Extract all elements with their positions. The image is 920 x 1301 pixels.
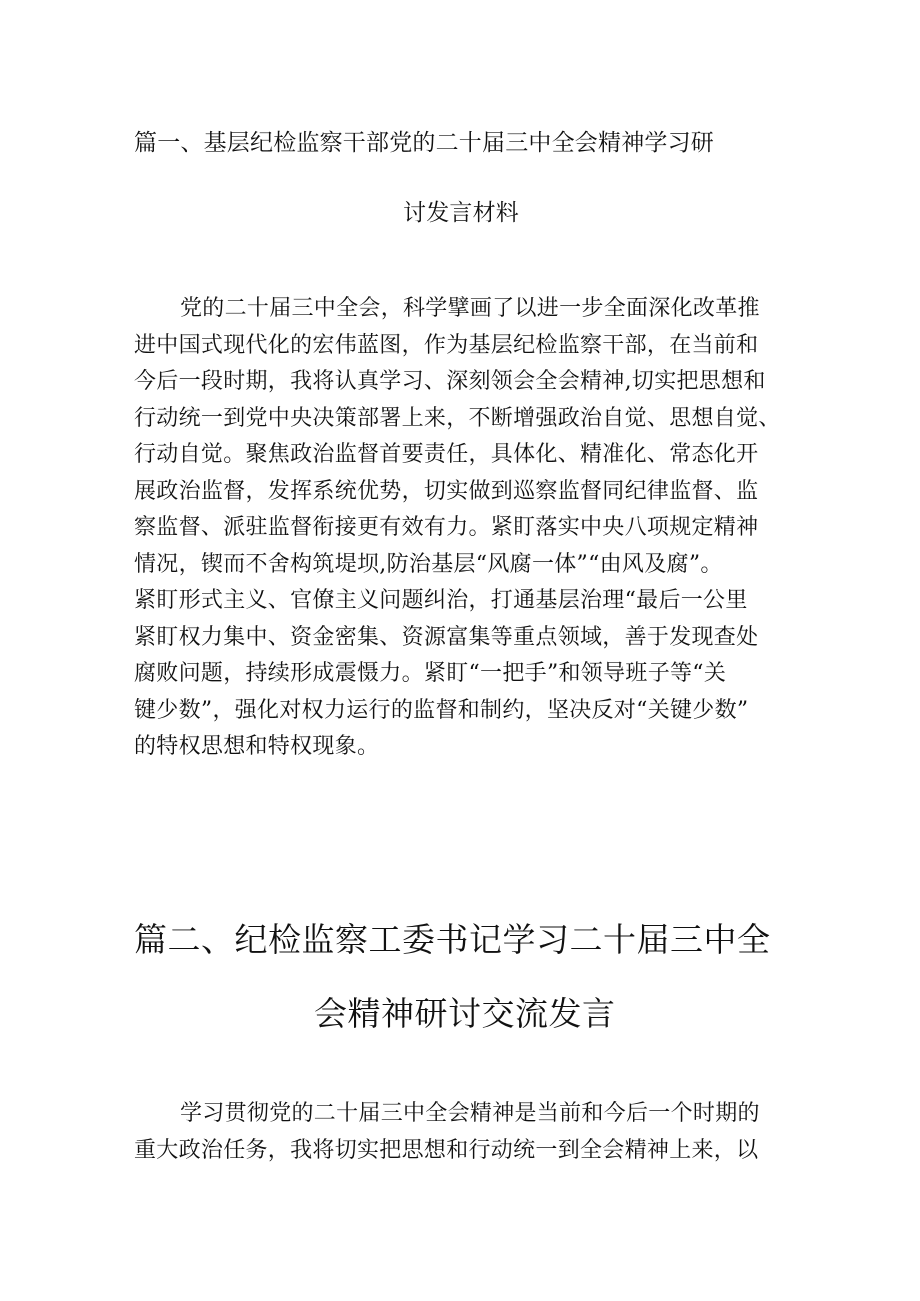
paragraph-line: 的特权思想和特权现象。 [134, 734, 380, 759]
paragraph-line: 行动统一到党中央决策部署上来，不断增强政治自觉、思想自觉、 [134, 405, 781, 431]
section2-title-line1: 篇二、纪检监察工委书记学习二十届三中全 [134, 920, 771, 959]
paragraph-line: 紧盯形式主义、官僚主义问题纠治，打通基层治理“最后一公里 [134, 588, 748, 613]
section1-paragraph [134, 291, 781, 766]
section1-title-line1: 篇一、基层纪检监察干部党的二十届三中全会精神学习研 [134, 130, 714, 156]
paragraph-line: 学习贯彻党的二十届三中全会精神是当前和今后一个时期的 [180, 1101, 760, 1126]
section2-paragraph [134, 1096, 760, 1169]
paragraph-line: 进中国式现代化的宏伟蓝图，作为基层纪检监察干部，在当前和 [134, 332, 759, 358]
paragraph-line: 察监督、派驻监督衔接更有效有力。紧盯落实中央八项规定精神 [134, 515, 759, 540]
paragraph-line: 腐败问题，持续形成震慑力。紧盯“一把手”和领导班子等“关 [134, 661, 727, 686]
paragraph-line: 党的二十届三中全会，科学擘画了以进一步全面深化改革推 [180, 296, 760, 321]
paragraph-line: 情况，锲而不舍构筑堤坝,防治基层“风腐一体”“由风及腐”。 [134, 551, 723, 577]
paragraph-line: 重大政治任务，我将切实把思想和行动统一到全会精神上来，以 [134, 1137, 759, 1163]
section1-title-line2: 讨发言材料 [403, 200, 519, 226]
paragraph-line: 今后一段时期，我将认真学习、深刻领会全会精神,切实把思想和 [134, 369, 766, 394]
paragraph-line: 紧盯权力集中、资金密集、资源富集等重点领域，善于发现查处 [134, 624, 759, 650]
paragraph-line: 键少数”，强化对权力运行的监督和制约，坚决反对“关键少数” [134, 697, 749, 723]
paragraph-line: 行动自觉。聚焦政治监督首要责任，具体化、精准化、常态化开 [134, 442, 759, 467]
section2-title-line2: 会精神研讨交流发言 [314, 994, 616, 1033]
paragraph-line: 展政治监督，发挥系统优势，切实做到巡察监督同纪律监督、监 [134, 478, 759, 504]
